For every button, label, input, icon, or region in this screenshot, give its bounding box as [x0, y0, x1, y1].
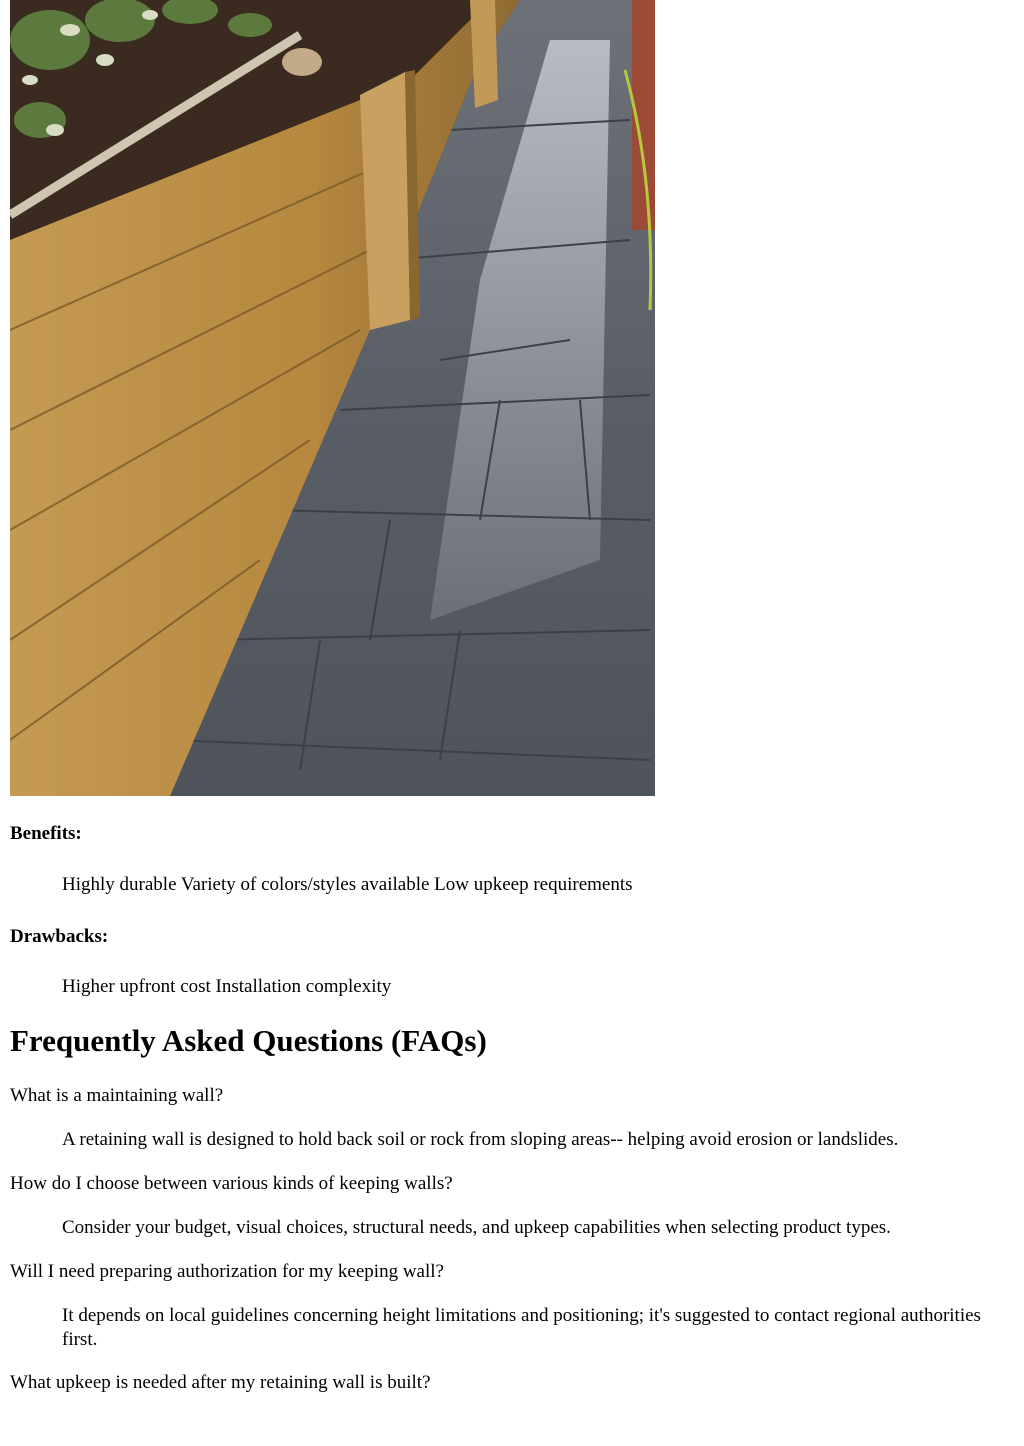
faq-question: Will I need preparing authorization for my keeping wall? — [10, 1261, 444, 1282]
timber-retaining-wall-photo — [10, 0, 655, 796]
faq-question: How do I choose between various kinds of keeping walls? — [10, 1173, 453, 1194]
faq-question: What upkeep is needed after my retaining wall is built? — [10, 1372, 431, 1393]
benefits-label: Benefits: — [10, 823, 82, 844]
faq-answer: Consider your budget, visual choices, structural needs, and upkeep capabilities when selecting product types. — [62, 1217, 891, 1238]
drawbacks-label: Drawbacks: — [10, 926, 109, 947]
faq-question: What is a maintaining wall? — [10, 1085, 224, 1106]
benefits-text: Highly durable Variety of colors/styles available Low upkeep requirements — [62, 874, 633, 895]
drawbacks-text: Higher upfront cost Installation complexity — [62, 976, 392, 997]
retaining-wall-illustration — [10, 0, 655, 796]
faq-heading: Frequently Asked Questions (FAQs) — [10, 1023, 487, 1058]
faq-answer: A retaining wall is designed to hold back soil or rock from sloping areas-- helping avoid erosion or landslides. — [62, 1129, 899, 1150]
faq-answer: It depends on local guidelines concerning height limitations and positioning; it's suggested to contact regional authorities first. — [62, 1305, 981, 1350]
document-page — [10, 0, 1014, 1393]
